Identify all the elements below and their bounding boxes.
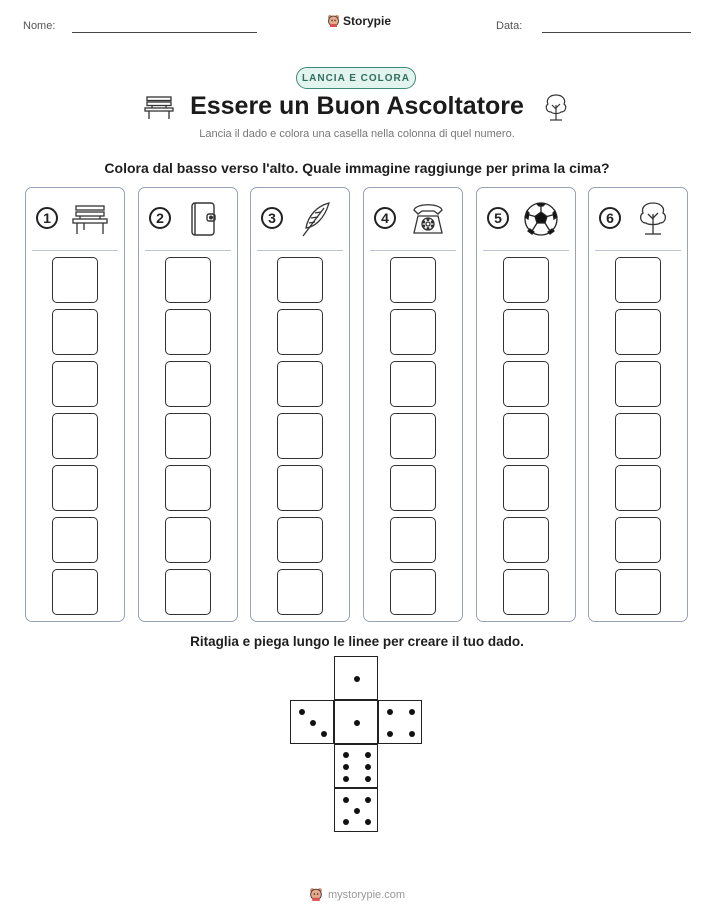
- color-cell[interactable]: [615, 361, 661, 407]
- brand-name: Storypie: [343, 14, 392, 28]
- die-face-5: [334, 788, 378, 832]
- die-pip: [343, 819, 349, 825]
- die-pip: [365, 797, 371, 803]
- die-pip: [365, 764, 371, 770]
- color-cell[interactable]: [503, 465, 549, 511]
- column-6: [588, 187, 688, 622]
- bear-logo-icon: [309, 887, 323, 902]
- feather-icon: [295, 200, 335, 238]
- instructions: Colora dal basso verso l'alto. Quale immagine raggiunge per prima la cima?: [104, 160, 610, 176]
- color-cell[interactable]: [165, 569, 211, 615]
- color-cell[interactable]: [52, 361, 98, 407]
- column-1: [25, 187, 125, 622]
- wallet-icon: [183, 200, 223, 238]
- telephone-icon: [408, 200, 448, 238]
- die-pip: [365, 752, 371, 758]
- column-number: 3: [261, 207, 283, 229]
- soccer-ball-icon: [521, 200, 561, 238]
- column-divider: [32, 250, 118, 251]
- column-number: 5: [487, 207, 509, 229]
- die-pip: [299, 709, 305, 715]
- color-cell[interactable]: [277, 361, 323, 407]
- activity-badge: LANCIA E COLORA: [296, 67, 416, 89]
- color-cell[interactable]: [615, 257, 661, 303]
- color-cell[interactable]: [165, 257, 211, 303]
- color-cell[interactable]: [615, 569, 661, 615]
- color-cell[interactable]: [277, 569, 323, 615]
- die-face-3: [290, 700, 334, 744]
- color-cell[interactable]: [503, 257, 549, 303]
- die-net: [290, 656, 424, 834]
- color-cell[interactable]: [503, 361, 549, 407]
- die-pip: [387, 731, 393, 737]
- color-cell[interactable]: [390, 465, 436, 511]
- brand-logo: [327, 14, 391, 28]
- column-divider: [257, 250, 343, 251]
- color-cell[interactable]: [165, 465, 211, 511]
- color-cell[interactable]: [390, 413, 436, 459]
- color-cell[interactable]: [277, 413, 323, 459]
- tree-icon: [633, 200, 673, 238]
- die-pip: [354, 676, 360, 682]
- die-instructions: Ritaglia e piega lungo le linee per creare il tuo dado.: [190, 634, 524, 649]
- column-number: 4: [374, 207, 396, 229]
- column-number: 2: [149, 207, 171, 229]
- column-header: [251, 188, 349, 251]
- color-cell[interactable]: [615, 309, 661, 355]
- tree-icon: [543, 93, 569, 123]
- color-cell[interactable]: [390, 517, 436, 563]
- footer-url: mystorypie.com: [327, 888, 406, 901]
- column-number: 6: [599, 207, 621, 229]
- color-cell[interactable]: [52, 413, 98, 459]
- color-cell[interactable]: [503, 309, 549, 355]
- column-header: [364, 188, 462, 251]
- color-cell[interactable]: [390, 569, 436, 615]
- name-line[interactable]: [72, 32, 257, 33]
- column-divider: [595, 250, 681, 251]
- die-pip: [310, 720, 316, 726]
- die-pip: [409, 709, 415, 715]
- color-cell[interactable]: [615, 413, 661, 459]
- color-cell[interactable]: [503, 413, 549, 459]
- die-face-1: [334, 656, 378, 700]
- color-cell[interactable]: [52, 569, 98, 615]
- footer: [0, 887, 714, 902]
- color-cell[interactable]: [52, 309, 98, 355]
- bear-logo-icon: [327, 14, 340, 28]
- date-label: Data:: [496, 20, 523, 32]
- die-pip: [343, 776, 349, 782]
- die-pip: [387, 709, 393, 715]
- column-5: [476, 187, 576, 622]
- die-pip: [343, 797, 349, 803]
- column-4: [363, 187, 463, 622]
- die-face-1: [334, 700, 378, 744]
- color-cell[interactable]: [165, 517, 211, 563]
- color-cell[interactable]: [277, 257, 323, 303]
- color-cell[interactable]: [277, 309, 323, 355]
- color-cell[interactable]: [390, 309, 436, 355]
- name-label: Nome:: [23, 20, 56, 32]
- color-cell[interactable]: [277, 517, 323, 563]
- color-cell[interactable]: [52, 517, 98, 563]
- color-cell[interactable]: [503, 569, 549, 615]
- color-cell[interactable]: [615, 517, 661, 563]
- date-line[interactable]: [542, 32, 691, 33]
- column-number: 1: [36, 207, 58, 229]
- die-face-6: [334, 744, 378, 788]
- color-cell[interactable]: [165, 309, 211, 355]
- die-pip: [365, 776, 371, 782]
- die-pip: [343, 752, 349, 758]
- die-face-4: [378, 700, 422, 744]
- bench-icon: [70, 200, 110, 238]
- column-divider: [145, 250, 231, 251]
- column-3: [250, 187, 350, 622]
- die-pip: [354, 720, 360, 726]
- column-divider: [483, 250, 569, 251]
- page-title: Essere un Buon Ascoltatore: [190, 92, 524, 120]
- die-pip: [354, 808, 360, 814]
- die-pip: [321, 731, 327, 737]
- color-cell[interactable]: [165, 413, 211, 459]
- column-header: [26, 188, 124, 251]
- color-cell[interactable]: [52, 257, 98, 303]
- column-header: [589, 188, 687, 251]
- color-cell[interactable]: [52, 465, 98, 511]
- color-cell[interactable]: [615, 465, 661, 511]
- die-pip: [365, 819, 371, 825]
- die-pip: [343, 764, 349, 770]
- color-cell[interactable]: [277, 465, 323, 511]
- color-cell[interactable]: [503, 517, 549, 563]
- column-header: [477, 188, 575, 251]
- color-cell[interactable]: [390, 257, 436, 303]
- column-divider: [370, 250, 456, 251]
- subtitle: Lancia il dado e colora una casella nella colonna di quel numero.: [199, 128, 515, 140]
- column-header: [139, 188, 237, 251]
- color-cell[interactable]: [165, 361, 211, 407]
- column-2: [138, 187, 238, 622]
- die-pip: [409, 731, 415, 737]
- color-cell[interactable]: [390, 361, 436, 407]
